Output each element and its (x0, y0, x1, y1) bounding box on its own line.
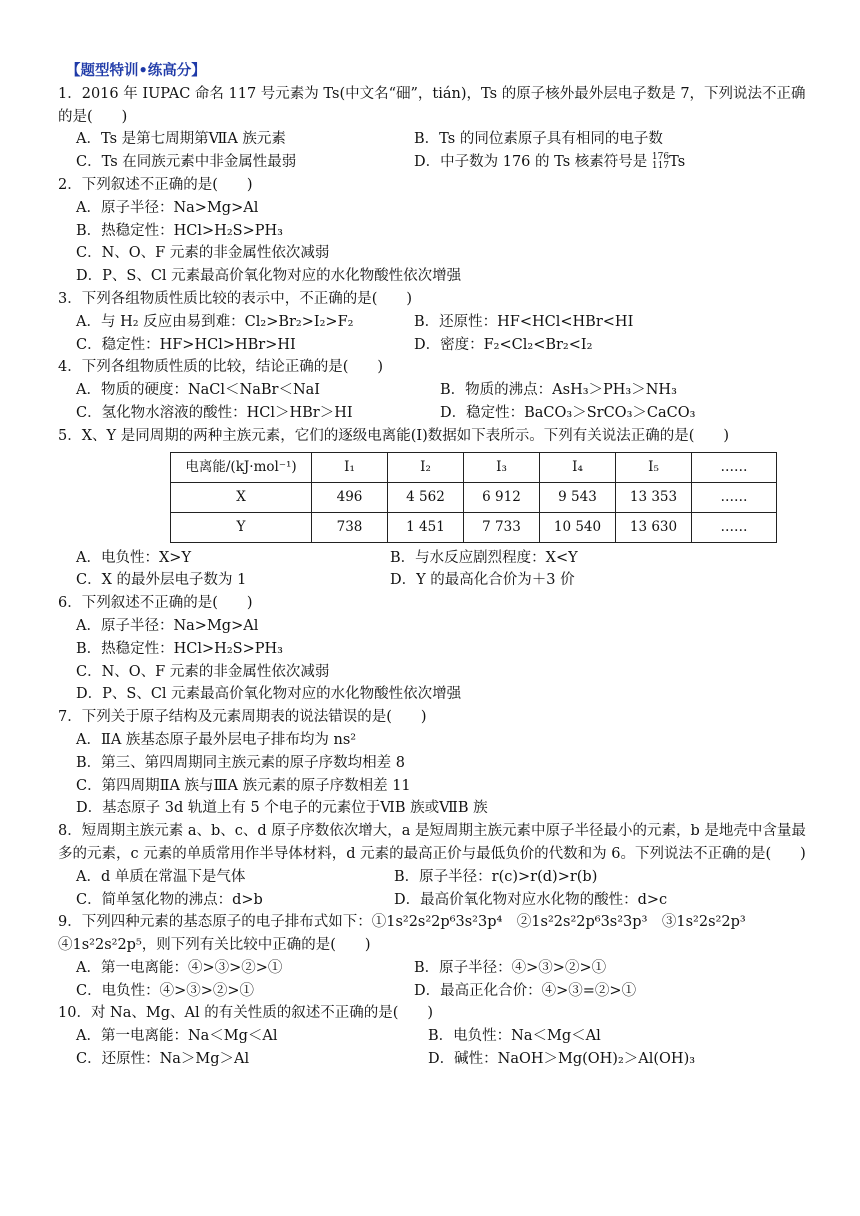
option-b: B．Ts 的同位素原子具有相同的电子数 (414, 131, 663, 148)
option-c: C．X 的最外层电子数为 1 (76, 572, 247, 589)
option-a: A．原子半径：Na>Mg>Al (76, 617, 259, 634)
option-c: C．N、O、F 元素的非金属性依次减弱 (76, 663, 330, 680)
question-1 (58, 83, 808, 174)
question-6 (58, 592, 808, 706)
table-cell: …… (692, 482, 777, 512)
option-d: D．P、S、Cl 元素最高价氧化物对应的水化物酸性依次增强 (76, 268, 462, 285)
option-d: D．最高价氧化物对应水化物的酸性：d>c (394, 891, 668, 908)
option-c: C．氢化物水溶液的酸性：HCl＞HBr＞HI (76, 404, 353, 421)
option-a: A．第一电离能：Na＜Mg＜Al (76, 1028, 278, 1045)
option-b: B．第三、第四周期同主族元素的原子序数均相差 8 (76, 754, 405, 771)
option-c: C．简单氢化物的沸点：d>b (76, 891, 263, 908)
option-d: D．最高正化合价：④>③=②>① (414, 982, 637, 999)
table-cell: 4 562 (388, 482, 464, 512)
option-d: D．中子数为 176 的 Ts 核素符号是 176 117Ts (414, 152, 686, 172)
option-b: B．原子半径：④>③>②>① (414, 959, 607, 976)
table-cell: X (171, 482, 312, 512)
question-stem: 2．下列叙述不正确的是( ) (58, 176, 253, 193)
table-cell: 7 733 (464, 512, 540, 542)
table-header-cell: I₄ (540, 452, 616, 482)
question-stem: 4．下列各组物质性质的比较，结论正确的是( ) (58, 359, 384, 376)
question-stem: 10．对 Na、Mg、Al 的有关性质的叙述不正确的是( ) (58, 1005, 434, 1022)
option-a: A．ⅡA 族基态原子最外层电子排布均为 ns² (76, 731, 357, 748)
table-cell: 10 540 (540, 512, 616, 542)
question-7 (58, 706, 808, 820)
table-header-cell: I₂ (388, 452, 464, 482)
table-row (171, 512, 777, 542)
option-a: A．第一电离能：④>③>②>① (76, 959, 283, 976)
option-a: A．Ts 是第七周期第ⅦA 族元素 (76, 131, 286, 148)
table-cell: 13 630 (616, 512, 692, 542)
question-stem: 5．X、Y 是同周期的两种主族元素，它们的逐级电离能(I)数据如下表所示。下列有关说法正确的是( ) (58, 427, 730, 444)
question-stem: 3．下列各组物质性质比较的表示中，不正确的是( ) (58, 290, 413, 307)
table-header-cell: I₃ (464, 452, 540, 482)
table-header-cell: I₁ (312, 452, 388, 482)
table-cell: 1 451 (388, 512, 464, 542)
table-row (171, 482, 777, 512)
option-c: C．第四周期ⅡA 族与ⅢA 族元素的原子序数相差 11 (76, 777, 411, 794)
table-cell: 496 (312, 482, 388, 512)
question-stem: 9．下列四种元素的基态原子的电子排布式如下：①1s²2s²2p⁶3s²3p⁴ ②1s²2s²2p⁶3s²3p³ ③1s²2s²2p³ ④1s²2s²2p⁵，则下列有关比较中正确的是( ) (58, 914, 761, 954)
option-c: C．N、O、F 元素的非金属性依次减弱 (76, 245, 330, 262)
option-b: B．电负性：Na＜Mg＜Al (428, 1028, 601, 1045)
question-stem: 7．下列关于原子结构及元素周期表的说法错误的是( ) (58, 709, 427, 726)
option-b: B．原子半径：r(c)>r(d)>r(b) (394, 868, 598, 885)
option-a: A．电负性：X>Y (76, 549, 192, 566)
option-b: B．热稳定性：HCl>H₂S>PH₃ (76, 640, 283, 657)
question-stem: 8．短周期主族元素 a、b、c、d 原子序数依次增大，a 是短周期主族元素中原子半径最小的元素，b 是地壳中含量最多的元素，c 元素的单质常用作半导体材料，d 元素的最高正价与最低负价的代数和为 6。下列说法不正确的是( ) (58, 823, 806, 862)
option-c: C．还原性：Na＞Mg＞Al (76, 1051, 250, 1068)
table-header-cell: …… (692, 452, 777, 482)
option-c: C．Ts 在同族元素中非金属性最弱 (76, 154, 297, 171)
nuclide-notation: 176 117 (651, 152, 670, 172)
question-3 (58, 288, 808, 356)
option-d: D．碱性：NaOH＞Mg(OH)₂＞Al(OH)₃ (428, 1051, 696, 1068)
table-cell: …… (692, 512, 777, 542)
question-2 (58, 174, 808, 288)
option-b: B．物质的沸点：AsH₃＞PH₃＞NH₃ (440, 382, 677, 399)
question-10 (58, 1002, 808, 1070)
table-cell: 9 543 (540, 482, 616, 512)
question-9 (58, 911, 808, 1002)
option-b: B．与水反应剧烈程度：X<Y (390, 549, 578, 566)
table-cell: 6 912 (464, 482, 540, 512)
section-heading: 【题型特训•练高分】 (66, 62, 206, 79)
question-5 (58, 425, 808, 592)
option-c: C．电负性：④>③>②>① (76, 982, 255, 999)
option-a: A．d 单质在常温下是气体 (76, 868, 246, 885)
option-d: D．密度：F₂<Cl₂<Br₂<I₂ (414, 336, 593, 353)
option-d: D．P、S、Cl 元素最高价氧化物对应的水化物酸性依次增强 (76, 686, 462, 703)
option-b: B．还原性：HF<HCl<HBr<HI (414, 313, 634, 330)
question-8 (58, 820, 808, 911)
option-d: D．稳定性：BaCO₃＞SrCO₃＞CaCO₃ (440, 404, 696, 421)
question-stem: 6．下列叙述不正确的是( ) (58, 595, 253, 612)
table-header-cell: I₅ (616, 452, 692, 482)
table-header-row (171, 452, 777, 482)
worksheet (58, 60, 808, 1071)
question-4 (58, 356, 808, 424)
option-a: A．原子半径：Na>Mg>Al (76, 199, 259, 216)
option-d: D．基态原子 3d 轨道上有 5 个电子的元素位于ⅥB 族或ⅦB 族 (76, 800, 488, 817)
option-d: D．Y 的最高化合价为＋3 价 (390, 572, 575, 589)
table-cell: 738 (312, 512, 388, 542)
option-a: A．物质的硬度：NaCl＜NaBr＜NaI (76, 382, 321, 399)
table-cell: Y (171, 512, 312, 542)
option-a: A．与 H₂ 反应由易到难：Cl₂>Br₂>I₂>F₂ (76, 313, 354, 330)
table-cell: 13 353 (616, 482, 692, 512)
option-b: B．热稳定性：HCl>H₂S>PH₃ (76, 222, 283, 239)
table-header-cell: 电离能/(kJ·mol⁻¹) (171, 452, 312, 482)
ionization-energy-table (170, 452, 777, 543)
question-stem: 1．2016 年 IUPAC 命名 117 号元素为 Ts(中文名“鿬”，tián)，Ts 的原子核外最外层电子数是 7，下列说法不正确的是( ) (58, 85, 806, 125)
option-c: C．稳定性：HF>HCl>HBr>HI (76, 336, 296, 353)
